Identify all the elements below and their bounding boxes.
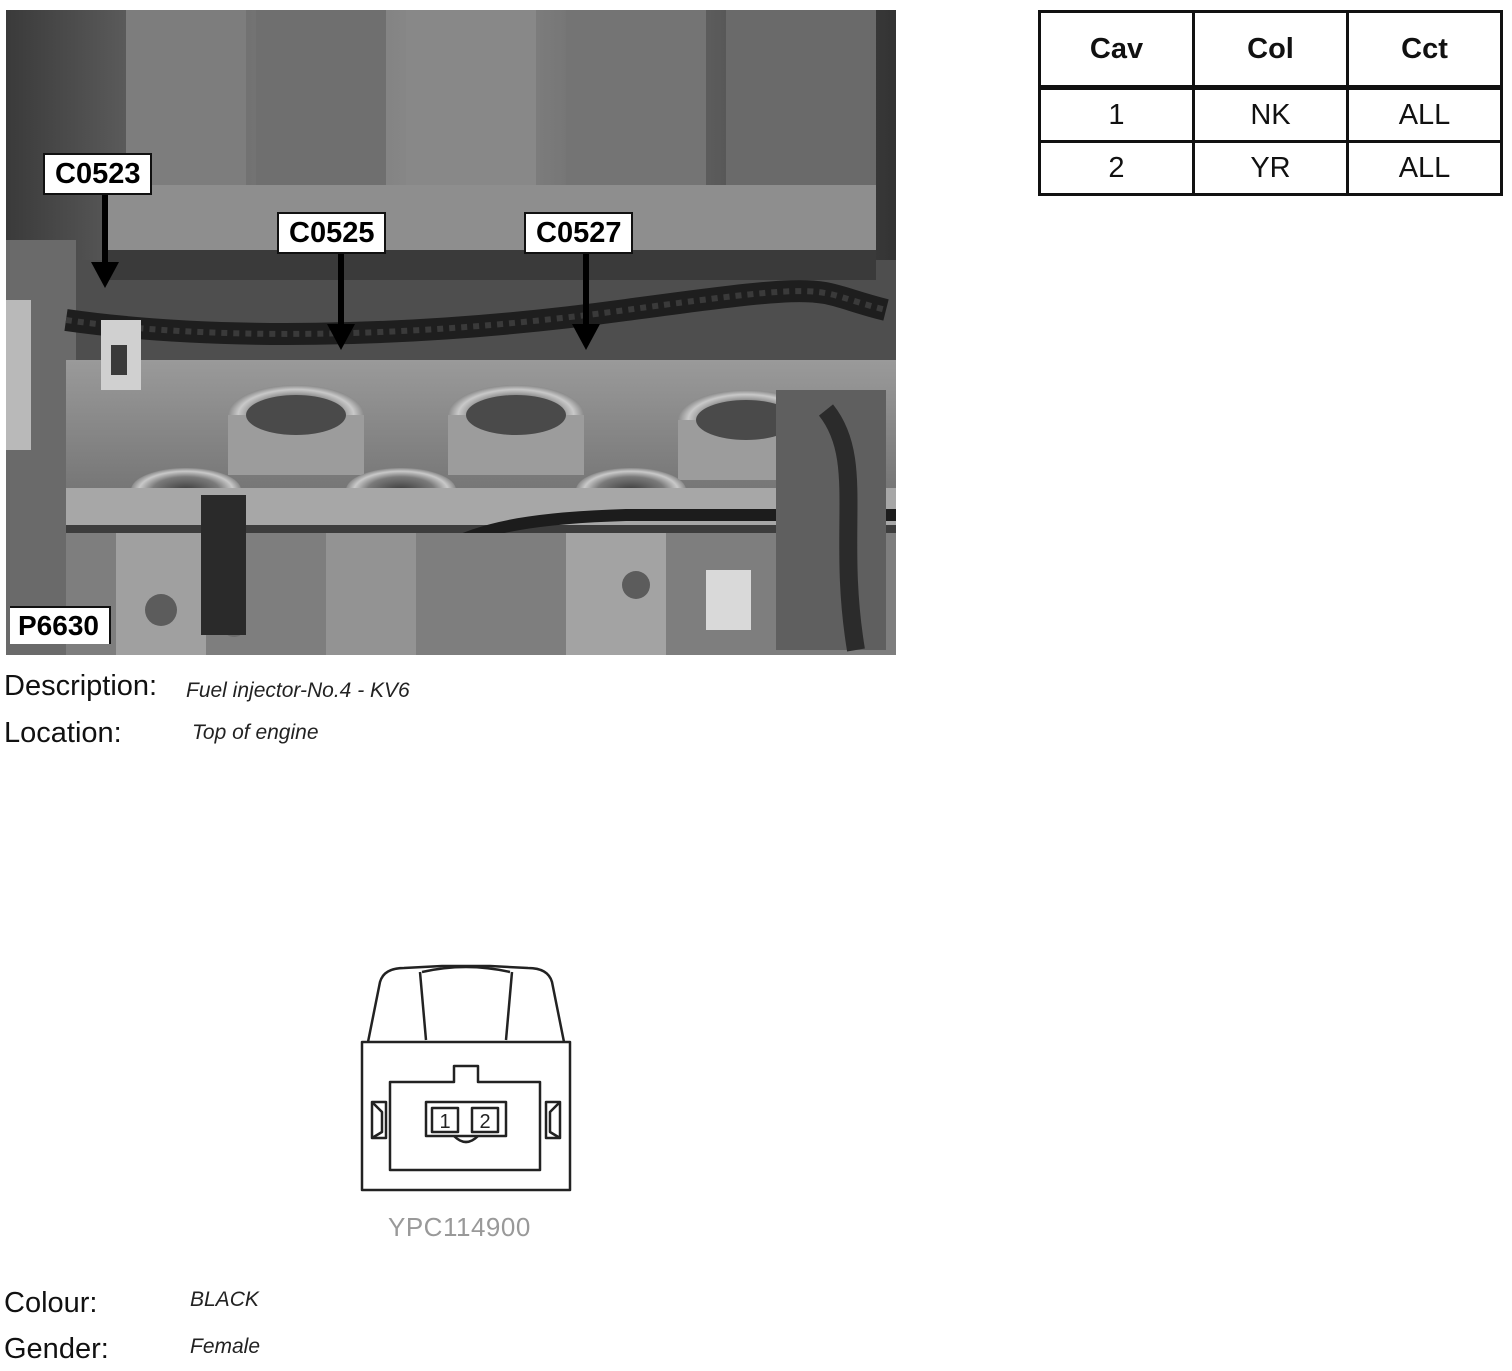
pin-table: [1038, 10, 1503, 196]
pin-2-label: 2: [479, 1111, 491, 1133]
location-value: Top of engine: [192, 721, 319, 744]
cell-cav: 2: [1040, 142, 1194, 195]
callout-c0527: C0527: [524, 212, 633, 254]
description-value: Fuel injector-No.4 - KV6: [186, 679, 410, 702]
connector-part-number: YPC114900: [388, 1212, 531, 1242]
pin-1-label: 1: [439, 1111, 451, 1133]
table-row: [1040, 88, 1502, 142]
description-label: Description:: [4, 670, 158, 702]
engine-photo: [6, 10, 896, 655]
cell-cct: ALL: [1348, 142, 1502, 195]
location-row: [4, 717, 319, 750]
header-col: Col: [1194, 12, 1348, 88]
colour-value: BLACK: [190, 1288, 259, 1311]
gender-value: Female: [190, 1335, 261, 1358]
photo-id-label: P6630: [10, 606, 111, 644]
connector-face-diagram: [358, 962, 573, 1202]
colour-label: Colour:: [4, 1287, 98, 1319]
callout-c0523: C0523: [43, 153, 152, 195]
cell-col: NK: [1194, 88, 1348, 142]
table-header-row: [1040, 12, 1502, 88]
location-label: Location:: [4, 717, 122, 749]
colour-row: [4, 1287, 259, 1320]
cell-cav: 1: [1040, 88, 1194, 142]
table-row: [1040, 142, 1502, 195]
description-row: [4, 670, 410, 703]
gender-label: Gender:: [4, 1333, 109, 1365]
callout-c0525: C0525: [277, 212, 386, 254]
header-cct: Cct: [1348, 12, 1502, 88]
cell-col: YR: [1194, 142, 1348, 195]
gender-row: [4, 1333, 261, 1366]
cell-cct: ALL: [1348, 88, 1502, 142]
header-cav: Cav: [1040, 12, 1194, 88]
engine-photo-graphic: [6, 10, 896, 655]
